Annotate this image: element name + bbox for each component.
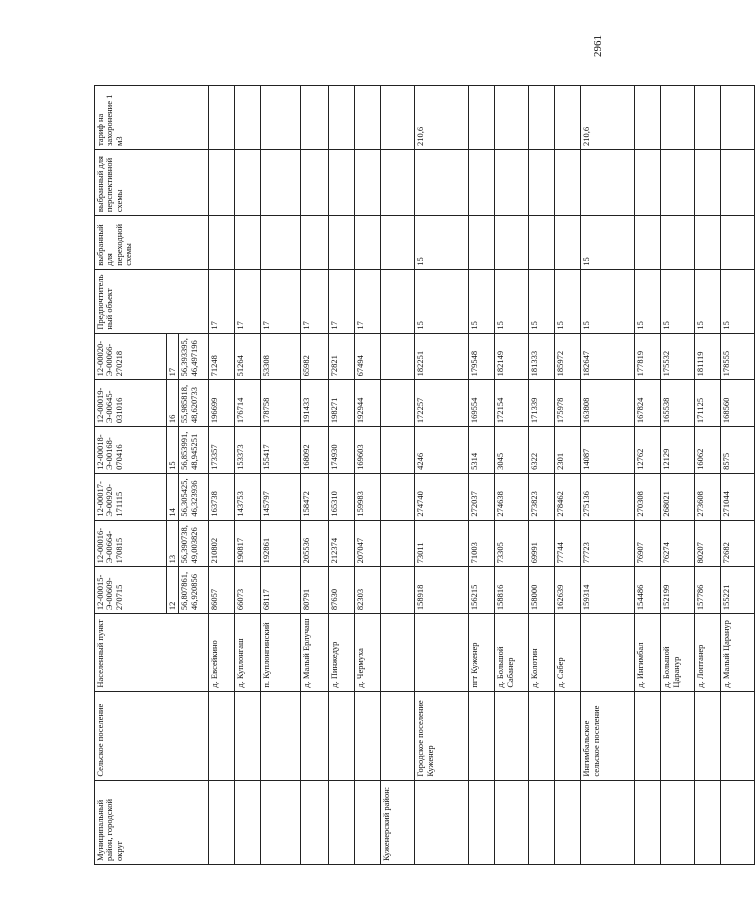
header-obj-code: 12-00020-Э-00066-270218 [95,333,167,380]
table-row [581,86,635,865]
cell-pred-object: 17 [209,269,235,333]
cell-distance: 159314 [581,567,635,614]
cell-tariff [635,86,661,150]
cell-chosen-transition [381,216,415,270]
cell-municipal [635,780,661,864]
cell-distance: 270308 [635,473,661,520]
cell-municipal [261,780,301,864]
cell-settlement [209,691,235,780]
header-obj-coord: 56,853991, 48,945251 [179,427,209,474]
cell-tariff [329,86,355,150]
table-row [415,86,469,865]
cell-distance: 167824 [635,380,661,427]
cell-chosen-prospective [555,150,581,216]
header-obj-code: 12-00018-Э-00168-070416 [95,427,167,474]
rotated-table-container [94,85,732,865]
header-settlement: Сельское поселение [95,691,209,780]
cell-locality: д. Евсейкино [209,614,235,692]
cell-locality: д. Лоптанер [695,614,721,692]
cell-tariff [721,86,755,150]
cell-distance: 181333 [529,333,555,380]
cell-chosen-prospective [235,150,261,216]
cell-distance: 67494 [355,333,381,380]
header-tariff: тариф на захоронение 1 м3 [95,86,209,150]
cell-settlement [355,691,381,780]
cell-chosen-prospective [329,150,355,216]
cell-distance: 207047 [355,520,381,567]
cell-distance: 172257 [415,380,469,427]
cell-pred-object: 15 [555,269,581,333]
cell-chosen-transition [635,216,661,270]
cell-distance: 163808 [581,380,635,427]
cell-distance: 179548 [469,333,495,380]
cell-distance: 182251 [415,333,469,380]
cell-distance: 153373 [235,427,261,474]
cell-distance: 76907 [635,520,661,567]
cell-distance: 155417 [261,427,301,474]
table-row [661,86,695,865]
cell-distance [381,567,415,614]
cell-distance: 77744 [555,520,581,567]
cell-distance: 210802 [209,520,235,567]
cell-distance: 273608 [695,473,721,520]
cell-settlement [661,691,695,780]
cell-distance: 182647 [581,333,635,380]
cell-distance: 274740 [415,473,469,520]
cell-chosen-prospective [301,150,329,216]
cell-pred-object: 17 [235,269,261,333]
cell-distance [381,333,415,380]
cell-pred-object: 17 [261,269,301,333]
header-obj-code: 12-00017-Э-00920-171115 [95,473,167,520]
table-row [721,86,755,865]
cell-settlement [469,691,495,780]
cell-distance: 73305 [495,520,529,567]
cell-settlement [329,691,355,780]
cell-pred-object: 15 [469,269,495,333]
cell-tariff [261,86,301,150]
table-row [529,86,555,865]
cell-pred-object: 15 [661,269,695,333]
cell-distance: 72821 [329,333,355,380]
cell-distance: 6322 [529,427,555,474]
cell-distance: 12129 [661,427,695,474]
cell-distance: 145797 [261,473,301,520]
cell-distance [381,520,415,567]
cell-distance: 73011 [415,520,469,567]
cell-municipal: Куженерский район: [381,780,415,864]
cell-chosen-transition [355,216,381,270]
header-obj-num: 13 [167,520,179,567]
cell-pred-object: 15 [581,269,635,333]
cell-municipal [661,780,695,864]
cell-distance: 212374 [329,520,355,567]
cell-distance: 154486 [635,567,661,614]
cell-distance: 181119 [695,333,721,380]
cell-municipal [469,780,495,864]
cell-distance: 12762 [635,427,661,474]
cell-distance: 171339 [529,380,555,427]
table-body [209,86,755,865]
cell-chosen-prospective [355,150,381,216]
cell-chosen-prospective [581,150,635,216]
table-row [235,86,261,865]
cell-settlement [635,691,661,780]
cell-distance: 182149 [495,333,529,380]
cell-distance: 76274 [661,520,695,567]
header-obj-code: 12-00015-Э-00609-270715 [95,567,167,614]
cell-distance: 86057 [209,567,235,614]
cell-distance: 165538 [661,380,695,427]
cell-chosen-transition [529,216,555,270]
cell-distance: 87630 [329,567,355,614]
cell-pred-object: 15 [495,269,529,333]
cell-municipal [555,780,581,864]
cell-distance: 163738 [209,473,235,520]
cell-distance: 158000 [529,567,555,614]
cell-chosen-transition [235,216,261,270]
header-obj-coord: 56,305425, 46,323936 [179,473,209,520]
cell-distance: 158472 [301,473,329,520]
header-locality: Населенный пункт [95,614,209,692]
cell-chosen-prospective [261,150,301,216]
cell-distance: 156215 [469,567,495,614]
table-row [381,86,415,865]
cell-distance: 272037 [469,473,495,520]
cell-tariff [495,86,529,150]
header-obj-coord: 56,390738, 49,003826 [179,520,209,567]
cell-settlement [529,691,555,780]
header-obj-coord: 56,807861, 46,920856 [179,567,209,614]
cell-distance: 175532 [661,333,695,380]
cell-distance: 158816 [495,567,529,614]
cell-tariff [529,86,555,150]
cell-settlement [555,691,581,780]
cell-distance: 192944 [355,380,381,427]
data-table [94,85,755,865]
cell-distance: 4246 [415,427,469,474]
cell-tariff [355,86,381,150]
cell-locality: д. Большой Царанур [661,614,695,692]
cell-chosen-transition: 15 [581,216,635,270]
cell-municipal [529,780,555,864]
cell-distance: 66073 [235,567,261,614]
table-row [329,86,355,865]
cell-municipal [355,780,381,864]
cell-distance: 176714 [235,380,261,427]
cell-distance: 3045 [495,427,529,474]
table-row [261,86,301,865]
cell-tariff [381,86,415,150]
cell-chosen-prospective [469,150,495,216]
cell-chosen-transition [261,216,301,270]
cell-locality [415,614,469,692]
cell-locality: д. Куплонгаш [235,614,261,692]
cell-tariff [235,86,261,150]
cell-locality: д. Колотин [529,614,555,692]
header-pred-object: Предпочтительный объект [95,269,209,333]
cell-distance: 159983 [355,473,381,520]
cell-chosen-prospective [635,150,661,216]
cell-chosen-prospective [415,150,469,216]
cell-settlement [235,691,261,780]
cell-distance [381,380,415,427]
cell-locality [581,614,635,692]
cell-settlement [495,691,529,780]
cell-distance [381,473,415,520]
cell-distance: 278462 [555,473,581,520]
cell-distance: 175978 [555,380,581,427]
cell-distance: 178758 [261,380,301,427]
cell-chosen-transition [209,216,235,270]
cell-distance: 155221 [721,567,755,614]
cell-pred-object: 17 [329,269,355,333]
cell-distance: 190817 [235,520,261,567]
table-row [469,86,495,865]
cell-municipal [495,780,529,864]
header-obj-num: 17 [167,333,179,380]
cell-chosen-prospective [695,150,721,216]
cell-distance: 69991 [529,520,555,567]
cell-chosen-prospective [495,150,529,216]
cell-locality: д. Чермуха [355,614,381,692]
cell-tariff [301,86,329,150]
cell-pred-object: 15 [529,269,555,333]
cell-tariff: 210,6 [581,86,635,150]
header-obj-code: 12-00019-Э-00645-031016 [95,380,167,427]
cell-distance: 65982 [301,333,329,380]
table-row [355,86,381,865]
cell-distance: 205536 [301,520,329,567]
cell-tariff [661,86,695,150]
header-obj-num: 15 [167,427,179,474]
cell-distance: 169603 [355,427,381,474]
cell-chosen-transition [329,216,355,270]
cell-chosen-transition [495,216,529,270]
cell-municipal [235,780,261,864]
cell-distance: 185972 [555,333,581,380]
cell-chosen-transition [301,216,329,270]
table-row [301,86,329,865]
cell-distance: 273823 [529,473,555,520]
header-obj-coord: 56,393395, 46,497196 [179,333,209,380]
header-obj-num: 12 [167,567,179,614]
cell-chosen-transition [721,216,755,270]
cell-tariff [695,86,721,150]
cell-locality [381,614,415,692]
cell-chosen-transition [661,216,695,270]
cell-distance: 80791 [301,567,329,614]
cell-locality: пгт Куженер [469,614,495,692]
cell-settlement [261,691,301,780]
cell-distance: 198271 [329,380,355,427]
cell-distance: 178555 [721,333,755,380]
cell-distance: 268021 [661,473,695,520]
cell-municipal [209,780,235,864]
header-obj-num: 16 [167,380,179,427]
cell-chosen-prospective [209,150,235,216]
cell-distance: 157786 [695,567,721,614]
cell-chosen-transition: 15 [415,216,469,270]
page-number: 2961 [592,35,604,57]
cell-distance: 68117 [261,567,301,614]
cell-distance: 8575 [721,427,755,474]
cell-pred-object: 15 [415,269,469,333]
cell-locality: д. Малый Ерлучаш [301,614,329,692]
header-chosen-transition: выбранный для переходной схемы [95,216,209,270]
header-obj-code: 12-00016-Э-00664-170815 [95,520,167,567]
header-obj-num: 14 [167,473,179,520]
header-obj-coord: 55,985818, 48,620733 [179,380,209,427]
cell-distance: 191433 [301,380,329,427]
cell-distance: 174930 [329,427,355,474]
cell-distance: 77723 [581,520,635,567]
table-row [209,86,235,865]
cell-municipal [581,780,635,864]
cell-tariff [469,86,495,150]
table-row [555,86,581,865]
cell-distance: 16062 [695,427,721,474]
cell-municipal [721,780,755,864]
cell-distance: 165310 [329,473,355,520]
cell-locality: д. Малый Царанур [721,614,755,692]
cell-distance: 168092 [301,427,329,474]
cell-distance: 82303 [355,567,381,614]
cell-chosen-prospective [661,150,695,216]
cell-tariff: 210,6 [415,86,469,150]
cell-distance: 80207 [695,520,721,567]
cell-pred-object [381,269,415,333]
cell-chosen-prospective [529,150,555,216]
cell-pred-object: 17 [301,269,329,333]
cell-distance: 14087 [581,427,635,474]
cell-distance: 168560 [721,380,755,427]
cell-distance [381,427,415,474]
cell-tariff [209,86,235,150]
cell-distance: 71248 [209,333,235,380]
cell-locality: д. Пинжедур [329,614,355,692]
cell-pred-object: 15 [635,269,661,333]
cell-distance: 53308 [261,333,301,380]
cell-distance: 162639 [555,567,581,614]
table-row [695,86,721,865]
cell-municipal [301,780,329,864]
cell-distance: 152199 [661,567,695,614]
header-municipal: Муниципальный район, городской округ [95,780,209,864]
cell-settlement [695,691,721,780]
cell-municipal [415,780,469,864]
cell-locality: д. Большой Сабанер [495,614,529,692]
cell-distance: 274638 [495,473,529,520]
cell-distance: 71003 [469,520,495,567]
cell-locality: д. Сабер [555,614,581,692]
cell-chosen-transition [469,216,495,270]
cell-chosen-transition [695,216,721,270]
header-chosen-prospective: выбранный для перспективной схемы [95,150,209,216]
cell-distance: 173357 [209,427,235,474]
cell-chosen-transition [555,216,581,270]
cell-distance: 192861 [261,520,301,567]
cell-settlement [721,691,755,780]
table-row [495,86,529,865]
cell-settlement: Ингимбальское сельское поселение [581,691,635,780]
cell-settlement [301,691,329,780]
cell-municipal [329,780,355,864]
cell-distance: 143753 [235,473,261,520]
table-row [635,86,661,865]
cell-locality: п. Куплонгинский [261,614,301,692]
cell-distance: 72682 [721,520,755,567]
cell-chosen-prospective [721,150,755,216]
cell-distance: 158918 [415,567,469,614]
cell-locality: д. Ингимбал [635,614,661,692]
cell-distance: 2301 [555,427,581,474]
cell-distance: 5314 [469,427,495,474]
cell-distance: 51264 [235,333,261,380]
cell-settlement [381,691,415,780]
cell-distance: 271044 [721,473,755,520]
cell-distance: 177819 [635,333,661,380]
cell-municipal [695,780,721,864]
cell-distance: 169554 [469,380,495,427]
cell-chosen-prospective [381,150,415,216]
cell-pred-object: 17 [355,269,381,333]
cell-distance: 275136 [581,473,635,520]
cell-pred-object: 15 [695,269,721,333]
cell-settlement: Городское поселение Куженер [415,691,469,780]
cell-distance: 171125 [695,380,721,427]
cell-tariff [555,86,581,150]
cell-distance: 172154 [495,380,529,427]
cell-distance: 196699 [209,380,235,427]
cell-pred-object: 15 [721,269,755,333]
